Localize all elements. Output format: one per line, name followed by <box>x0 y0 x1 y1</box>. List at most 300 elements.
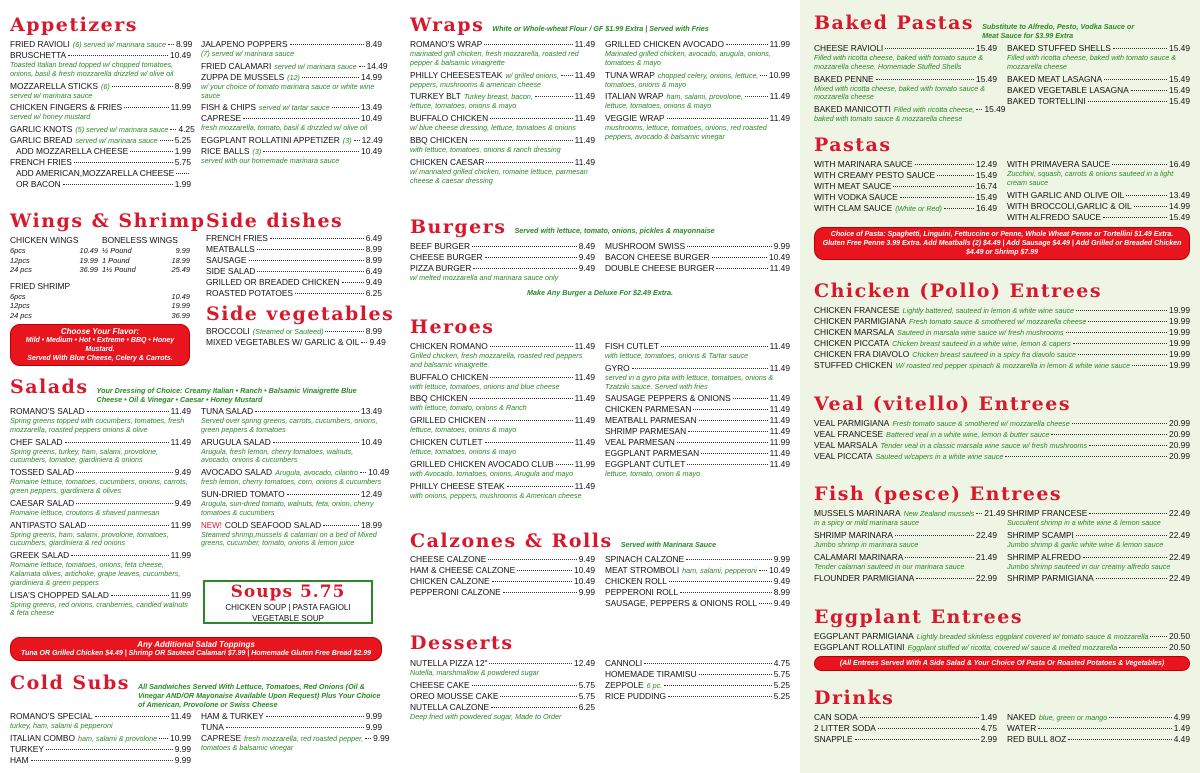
menu-item-spinach-calzone <box>605 554 790 565</box>
dot-leader <box>878 728 979 729</box>
item-note: blue, green or mango <box>1038 713 1108 722</box>
item-description: tomatoes, onions & mayo <box>605 79 687 89</box>
item-description: lettuce, tomatoes, onions & mayo <box>605 101 712 111</box>
drinks-title: Drinks <box>814 687 895 709</box>
heroes-section <box>410 316 790 502</box>
item-price: 11.49 <box>769 404 790 415</box>
menu-item-eggplant-parmesan <box>605 448 790 459</box>
dot-leader <box>1089 445 1167 446</box>
portion-row <box>10 292 190 302</box>
menu-item-chicken-parmesan <box>605 404 790 415</box>
menu-item-snapple <box>814 734 997 745</box>
boneless-wings-block <box>102 235 190 275</box>
dot-leader <box>693 409 767 410</box>
soups-box <box>203 580 373 624</box>
item-note: (6) served w/ marinara sauce <box>72 40 166 49</box>
item-name: PEPPERONI ROLL <box>605 587 679 597</box>
flavor-line1: Mild • Medium • Hot • Extreme • BBQ • Honey Mustard. <box>25 337 175 353</box>
item-description: Romaine lettuce, tomatoes, cucumbers, onions, carrots, green peppers, giardiniera & olives <box>10 477 188 495</box>
item-name: NUTELLA PIZZA 12" <box>410 658 488 668</box>
item-description: Spring greens, ham, salami, provolone, tomatoes, cucumbers, giardiniera & red onions <box>10 529 169 548</box>
item-name: ZUPPA DE MUSSELS <box>201 71 285 82</box>
dot-leader <box>1096 578 1167 579</box>
item-description: lettuce, tomatoes, onions & mayo <box>410 425 517 435</box>
portion-label: 6pcs <box>10 246 26 255</box>
dot-leader <box>1083 557 1167 558</box>
item-description: lettuce, tomatoes, onions & mayo <box>410 446 517 456</box>
item-name: FRENCH FRIES <box>206 233 268 243</box>
dot-leader <box>668 696 772 697</box>
dot-leader <box>1073 343 1167 344</box>
item-name: WATER <box>1007 723 1037 733</box>
menu-item-shrimp-alfredo <box>1007 552 1190 563</box>
item-name: GYRO <box>605 362 630 373</box>
appetizers-left-list <box>10 39 195 190</box>
menu-item-with-alfredo-sauce <box>1007 212 1190 223</box>
item-price: 4.75 <box>980 723 997 733</box>
item-price: 15.49 <box>976 192 997 202</box>
item-price: 5.75 <box>174 157 191 168</box>
menu-item-ham <box>10 755 191 766</box>
item-name: BRUSCHETTA <box>10 50 67 60</box>
item-price: 19.99 <box>1169 327 1190 337</box>
heroes-title: Heroes <box>410 316 495 338</box>
flavor-banner <box>10 324 190 366</box>
item-price: 11.99 <box>170 519 191 530</box>
item-price: 19.99 <box>1169 360 1190 370</box>
item-name: CHICKEN ROMANO <box>410 341 488 351</box>
dot-leader <box>257 271 363 272</box>
item-name: TUNA <box>201 722 224 732</box>
portion-row <box>10 265 98 275</box>
menu-item-meatballs <box>206 244 382 255</box>
entrees-note-banner: (All Entrees Served With A Side Salad & Your Choice Of Pasta Or Roasted Potatoes & Vegetables) <box>814 656 1190 671</box>
dot-leader <box>273 442 359 443</box>
dot-leader <box>937 175 974 176</box>
dot-leader <box>556 464 573 465</box>
item-description: Toasted Italian bread topped w/ chopped tomatoes, onions, basil & fresh mozzarella drizzled w/ olive oil <box>10 60 174 78</box>
item-description: Succulent shrimp in a white wine & lemon sauce <box>1007 518 1161 527</box>
menu-item-eggplant-rollatini-appetizer <box>201 135 382 146</box>
cold-subs-title-row <box>10 672 382 709</box>
item-note: (5) served w/ marinara sauce <box>75 125 169 135</box>
dot-leader <box>944 208 974 209</box>
dot-leader <box>885 48 974 49</box>
dot-leader <box>1005 456 1167 457</box>
burgers-section <box>410 216 790 297</box>
burgers-right-list <box>605 241 790 285</box>
item-price: 5.25 <box>174 135 191 146</box>
item-name: DOUBLE CHEESE BURGER <box>605 263 715 273</box>
dot-leader <box>733 398 768 399</box>
cold-subs-left-list <box>10 711 191 766</box>
item-name: MUSHROOM SWISS <box>605 241 686 251</box>
wings-title: Wings & Shrimp <box>10 210 206 232</box>
dot-leader <box>168 44 174 45</box>
item-name: BAKED MANICOTTI <box>814 104 891 115</box>
item-price: 11.49 <box>574 480 595 491</box>
item-price: 9.49 <box>365 277 382 287</box>
item-price: 15.49 <box>1169 84 1190 95</box>
item-name: OREO MOUSSE CAKE <box>410 690 499 701</box>
item-name: BBQ CHICKEN <box>410 134 468 145</box>
item-price: 5.75 <box>578 679 595 690</box>
item-price: 10.49 <box>574 576 595 586</box>
item-name: BAKED PENNE <box>814 73 874 84</box>
item-description: with lettuce, tomatoes, onions and blue cheese <box>410 381 560 391</box>
dot-leader <box>976 513 982 514</box>
dot-leader <box>270 238 364 239</box>
wraps-title: Wraps <box>410 14 485 36</box>
item-name: FISH CUTLET <box>605 341 659 351</box>
menu-item-veal-marsala <box>814 440 1190 451</box>
item-name: EGGPLANT PARMESAN <box>605 448 700 459</box>
item-description: marinated grill chicken, fresh mozzarella, roasted red pepper & balsamic vinaigrette <box>410 49 579 67</box>
item-price: 1.49 <box>1173 723 1190 733</box>
menu-item-with-clam-sauce <box>814 203 997 214</box>
dot-leader <box>159 738 168 739</box>
item-name: CHICKEN CAESAR <box>410 156 485 167</box>
menu-item-cheese-cake <box>410 680 595 691</box>
item-description: Grilled chicken, fresh mozzarella, roasted red peppers and balsamic vinaigrette. <box>410 351 583 369</box>
item-name: GREEK SALAD <box>10 550 70 561</box>
dot-leader <box>1088 101 1167 102</box>
dot-leader <box>489 663 572 664</box>
item-price: 11.99 <box>574 458 595 469</box>
portion-label: ½ Pound <box>102 246 132 255</box>
item-name: CAN SODA <box>814 712 858 722</box>
dot-leader <box>701 453 767 454</box>
item-name: ITALIAN WRAP <box>605 91 664 102</box>
item-price: 11.49 <box>769 341 790 351</box>
cold-subs-section <box>10 672 390 766</box>
portion-price: 25.49 <box>171 265 190 274</box>
dot-leader <box>71 555 169 556</box>
item-note: W/ roasted red pepper spinach & mozzarella in lemon & white wine sauce <box>895 361 1131 370</box>
item-note: Filled with ricotta cheese, <box>893 105 975 115</box>
item-price: 11.49 <box>769 459 790 470</box>
calzones-note: Served with Marinara Sauce <box>620 540 717 549</box>
item-price: 16.74 <box>976 181 997 191</box>
dot-leader <box>488 420 573 421</box>
item-name: SPINACH CALZONE <box>605 554 685 564</box>
menu-item-grilled-or-breaded-chicken <box>206 277 382 288</box>
item-name: SNAPPLE <box>814 734 853 744</box>
item-price: 16.49 <box>1169 159 1190 169</box>
item-description: Spring greens topped with cucumbers, tomatoes, fresh mozzarella, roasted peppers onions & olive <box>10 416 185 434</box>
menu-item-chicken-francese <box>814 305 1190 316</box>
calzones-title-row <box>410 530 790 552</box>
dot-leader <box>485 257 577 258</box>
item-price: 11.49 <box>170 711 191 721</box>
item-price: 10.49 <box>769 252 790 262</box>
item-name: BROCCOLI <box>206 326 250 336</box>
item-note: Turkey breast, bacon, <box>463 92 533 102</box>
pastas-left-list <box>814 159 997 223</box>
dot-leader <box>687 246 772 247</box>
portion-price: 9.99 <box>175 246 190 255</box>
item-price: 11.49 <box>574 415 595 426</box>
item-name: CHICKEN ROLL <box>605 576 667 586</box>
desserts-section <box>410 632 790 724</box>
item-name: ANTIPASTO SALAD <box>10 519 87 530</box>
item-price: 11.49 <box>769 448 790 459</box>
dot-leader <box>485 442 573 443</box>
dot-leader <box>112 86 173 87</box>
item-note: Sauteed in marsala wine sauce w/ fresh mushrooms <box>897 328 1064 337</box>
item-price: 11.49 <box>769 263 790 273</box>
flavor-title: Choose Your Flavor: <box>60 327 140 336</box>
dot-leader <box>699 674 772 675</box>
item-price: 5.75 <box>773 669 790 679</box>
dot-leader <box>1066 332 1167 333</box>
salads-left-list <box>10 406 191 620</box>
dot-leader <box>503 592 577 593</box>
item-name: ROMANO'S SPECIAL <box>10 711 93 721</box>
item-name: RICE BALLS <box>201 146 250 157</box>
item-description: Filled with ricotta cheese, baked with tomato sauce & mozzarella cheese. Homemade Stuffed Shells <box>814 53 983 71</box>
menu-item-meatball-parmesan <box>605 415 790 426</box>
item-name: CHEESE CAKE <box>410 679 470 690</box>
wraps-right-list <box>605 39 790 187</box>
item-name: WITH CREAMY PESTO SAUCE <box>814 170 936 180</box>
item-price: 6.25 <box>365 288 382 298</box>
item-description: w/ melted mozzarella and marinara sauce only <box>410 273 559 282</box>
desserts-right-list <box>605 658 790 724</box>
item-price: 6.25 <box>578 701 595 712</box>
dot-leader <box>726 44 768 45</box>
item-name: SHRIMP FRANCESE <box>1007 508 1088 518</box>
item-price: 11.49 <box>574 393 595 404</box>
item-price: 22.49 <box>1169 508 1190 518</box>
chicken-entrees-section <box>814 280 1190 371</box>
item-price: 10.49 <box>769 565 790 575</box>
dot-leader <box>470 140 573 141</box>
item-name: ROMANO'S WRAP <box>410 39 483 49</box>
menu-item-baked-tortellini <box>1007 96 1190 107</box>
menu-item-can-soda <box>814 712 997 723</box>
dot-leader <box>893 186 974 187</box>
item-note: New Zealand mussels <box>903 509 975 518</box>
item-description: with Avocado, tomatoes, onions, Arugula and mayo <box>410 468 574 478</box>
item-price: 11.49 <box>769 426 790 437</box>
dot-leader <box>1134 206 1167 207</box>
heroes-right-list <box>605 341 790 502</box>
item-name: BUFFALO CHICKEN <box>410 113 489 124</box>
item-price: 9.49 <box>174 497 191 508</box>
dot-leader <box>1089 513 1167 514</box>
item-name: LISA'S CHOPPED SALAD <box>10 589 109 600</box>
fish-entrees-title: Fish (pesce) Entrees <box>814 483 1063 505</box>
item-price: 14.99 <box>1169 200 1190 211</box>
item-price: 20.99 <box>1169 418 1190 428</box>
dot-leader <box>686 559 772 560</box>
item-name: NUTELLA CALZONE <box>410 701 490 712</box>
item-description: Filled with ricotta cheese, baked with tomato sauce & mozzarella cheese <box>1007 53 1176 71</box>
item-name: CHICKEN FINGERS & FRIES <box>10 102 123 113</box>
portion-row <box>10 256 98 266</box>
menu-item-pepperoni-calzone <box>410 587 595 598</box>
portion-row <box>102 265 190 275</box>
menu-item-chicken-calzone <box>410 576 595 587</box>
menu-item-shrimp-parmesan <box>605 426 790 437</box>
dot-leader <box>688 431 768 432</box>
menu-item-baked-vegetable-lasagna <box>1007 85 1190 96</box>
item-price: 11.99 <box>769 39 790 49</box>
item-name: VEAL PARMESAN <box>605 437 675 448</box>
item-note: w/ grilled onions, <box>505 70 559 80</box>
item-description: Spring greens, turkey, ham, salami, provolone, cucumbers, tomatoe, giardiniera & onions <box>10 446 159 465</box>
wraps-left-list <box>410 39 595 187</box>
dot-leader <box>745 96 768 97</box>
appetizers-title: Appetizers <box>10 14 138 36</box>
item-name: COLD SEAFOOD SALAD <box>224 519 322 530</box>
dot-leader <box>365 738 371 739</box>
item-price: 5.25 <box>773 691 790 701</box>
item-name: ADD MOZZARELLA CHEESE <box>16 146 129 157</box>
item-description: fresh mozzarella, tomato, basil & drizzled w/ olive oil <box>201 123 368 133</box>
menu-item-with-vodka-sauce <box>814 192 997 203</box>
menu-item-french-fries <box>206 233 382 244</box>
item-price: 10.49 <box>574 565 595 575</box>
item-price: 21.49 <box>976 551 997 562</box>
dot-leader <box>287 494 359 495</box>
item-note: Lightly breaded skinless eggplant covered w/ tomato sauce & mozzarella <box>916 632 1149 641</box>
menu-item-arugula-salad <box>201 437 382 448</box>
item-price: 15.49 <box>984 104 1006 115</box>
item-note: ham, salami, pepperoni <box>682 566 757 575</box>
dot-leader <box>46 749 173 750</box>
menu-item-shrimp-parmigiana <box>1007 573 1190 584</box>
item-price: 12.49 <box>361 488 382 499</box>
dot-leader <box>76 503 172 504</box>
item-name: CHICKEN PARMIGIANA <box>814 316 906 326</box>
dot-leader <box>472 685 577 686</box>
fried-shrimp-label: FRIED SHRIMP <box>10 280 71 291</box>
dot-leader <box>1103 217 1167 218</box>
menu-item-sausage-peppers-onions-roll <box>605 598 790 609</box>
item-price: 10.49 <box>361 436 382 447</box>
dot-leader <box>226 727 364 728</box>
drinks-left-list <box>814 712 997 745</box>
menu-item-roasted-potatoes <box>206 288 382 299</box>
dot-leader <box>507 486 573 487</box>
dot-leader <box>759 570 767 571</box>
dot-leader <box>1131 90 1167 91</box>
portion-price: 36.99 <box>79 265 98 274</box>
dot-leader <box>160 140 173 141</box>
portion-row <box>10 311 190 321</box>
item-description: Deep fried with powdered sugar, Made to Order <box>410 711 562 721</box>
item-description: served w/ honey mustard <box>10 112 91 122</box>
portion-label: 1 Pound <box>102 255 130 265</box>
side-vegetables-list <box>206 326 386 348</box>
menu-item-pepperoni-roll <box>605 587 790 598</box>
item-name: FISH & CHIPS <box>201 102 256 113</box>
item-note: Lightly battered, sauteed in lemon & white wine sauce <box>902 306 1075 315</box>
item-price: 9.99 <box>578 587 595 597</box>
dot-leader <box>290 44 364 45</box>
item-description: Tender calamari sauteed in our marinara sauce <box>814 561 965 571</box>
item-price: 15.49 <box>976 170 997 180</box>
menu-item-add-mozzarella-cheese <box>10 146 191 157</box>
item-price: 15.49 <box>1169 95 1190 106</box>
item-note: Chicken breast sauteed in a spicy fra diavolo sauce <box>912 350 1077 359</box>
item-name: EGGPLANT ROLLATINI <box>814 642 905 652</box>
item-price: 11.49 <box>574 341 595 351</box>
item-price: 10.49 <box>361 113 382 124</box>
item-note: fresh mozzarella, red roasted pepper, <box>244 734 364 743</box>
item-note: (3) <box>342 136 352 146</box>
item-description: Served over spring greens, carrots, cucumbers, onions, green peppers & tomatoes <box>201 416 378 434</box>
dot-leader <box>916 578 974 579</box>
dot-leader <box>361 342 367 343</box>
item-name: TOSSED SALAD <box>10 467 75 478</box>
item-price: 11.99 <box>170 550 191 561</box>
item-price: 15.49 <box>976 43 997 53</box>
burgers-title: Burgers <box>410 216 507 238</box>
item-name: ZEPPOLE <box>605 680 644 690</box>
drinks-right-list <box>1007 712 1190 745</box>
dot-leader <box>1150 636 1167 637</box>
item-price: 12.49 <box>574 658 595 668</box>
item-name: PIZZA BURGER <box>410 263 472 273</box>
menu-item-fried-ravioli <box>10 39 191 50</box>
dot-leader <box>266 716 364 717</box>
item-name: TURKEY BLT <box>410 91 461 102</box>
item-name: BAKED VEGETABLE LASAGNA <box>1007 84 1129 95</box>
drinks-section <box>814 687 1190 745</box>
item-price: 19.99 <box>1169 349 1190 359</box>
item-price: 11.49 <box>769 362 790 373</box>
item-price: 20.99 <box>1169 429 1190 439</box>
dot-leader <box>65 442 169 443</box>
menu-item-mixed-vegetables-w-garlic-oil <box>206 337 386 348</box>
item-description: fresh lemon, cherry tomatoes, corn, onions & cucumbers <box>201 477 382 487</box>
item-price: 15.49 <box>1169 43 1190 53</box>
menu-item-chicken-parmigiana <box>814 316 1190 327</box>
item-name: CHICKEN FRA DIAVOLO <box>814 349 910 359</box>
dot-leader <box>677 442 768 443</box>
appetizers-section <box>10 14 388 190</box>
item-price: 20.99 <box>1169 451 1190 461</box>
item-description: in a spicy or mild marinara sauce <box>814 518 920 527</box>
baked-pastas-right-list <box>1007 43 1190 126</box>
item-name: CHICKEN MARSALA <box>814 327 895 337</box>
item-name: HOMEMADE TIRAMISU <box>605 669 697 679</box>
item-price: 8.99 <box>773 587 790 597</box>
menu-item-garlic-knots <box>10 124 195 135</box>
item-description: Jumbo shrimp in marinara sauce <box>814 539 919 549</box>
baked-pastas-section <box>814 12 1190 126</box>
pastas-right-list <box>1007 159 1190 223</box>
menu-item-homemade-tiramisu <box>605 669 790 680</box>
dot-leader <box>632 368 768 369</box>
dot-leader <box>669 581 772 582</box>
dot-leader <box>492 581 572 582</box>
item-name: GRILLED CHICKEN AVOCADO <box>605 39 724 49</box>
menu-item-2-litter-soda <box>814 723 997 734</box>
item-description: Marinated grilled chicken, avocado, arugula, onions, tomatoes & mayo <box>605 49 771 67</box>
baked-pastas-title-row <box>814 12 1190 40</box>
item-name: TURKEY <box>10 743 44 754</box>
menu-item-veal-piccata <box>814 451 1190 462</box>
veal-entrees-list <box>814 418 1190 462</box>
menu-item-calamari-marinara <box>814 552 997 563</box>
item-name: GARLIC KNOTS <box>10 124 73 135</box>
item-price: 13.49 <box>361 102 382 113</box>
item-name: PHILLY CHEESE STEAK <box>410 480 505 491</box>
